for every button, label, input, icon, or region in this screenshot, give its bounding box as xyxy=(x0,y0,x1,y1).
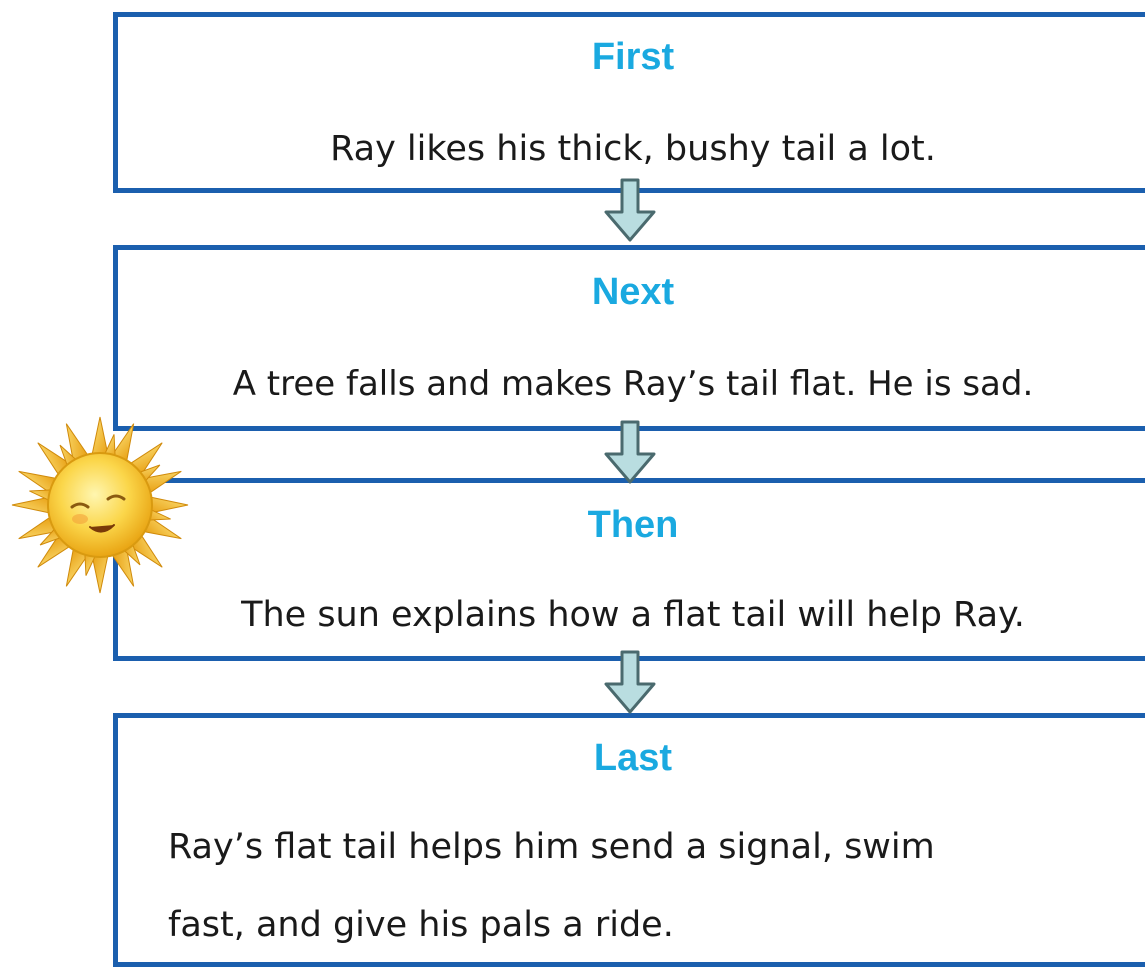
down-arrow-icon xyxy=(598,420,662,486)
step-box-next xyxy=(113,245,1145,431)
step-box-last xyxy=(113,713,1145,967)
step-box-then xyxy=(113,478,1145,661)
down-arrow-icon xyxy=(598,650,662,716)
step-text-last xyxy=(118,808,1145,964)
step-text-then: The sun explains how a flat tail will help Ray. xyxy=(241,595,1025,635)
down-arrow-icon xyxy=(598,178,662,244)
step-text-last-line-1: Ray’s flat tail helps him send a signal, swim xyxy=(168,827,935,867)
step-text-next: A tree falls and makes Ray’s tail flat. He is sad. xyxy=(232,364,1034,404)
sun-icon xyxy=(10,415,190,595)
step-heading-last: Last xyxy=(593,737,673,779)
step-text-last-line-2: fast, and give his pals a ride. xyxy=(168,905,674,945)
step-heading-next: Next xyxy=(591,271,675,313)
step-heading-then: Then xyxy=(587,504,679,546)
step-box-first xyxy=(113,12,1145,193)
step-text-first: Ray likes his thick, bushy tail a lot. xyxy=(330,129,936,169)
step-heading-first: First xyxy=(591,36,675,78)
